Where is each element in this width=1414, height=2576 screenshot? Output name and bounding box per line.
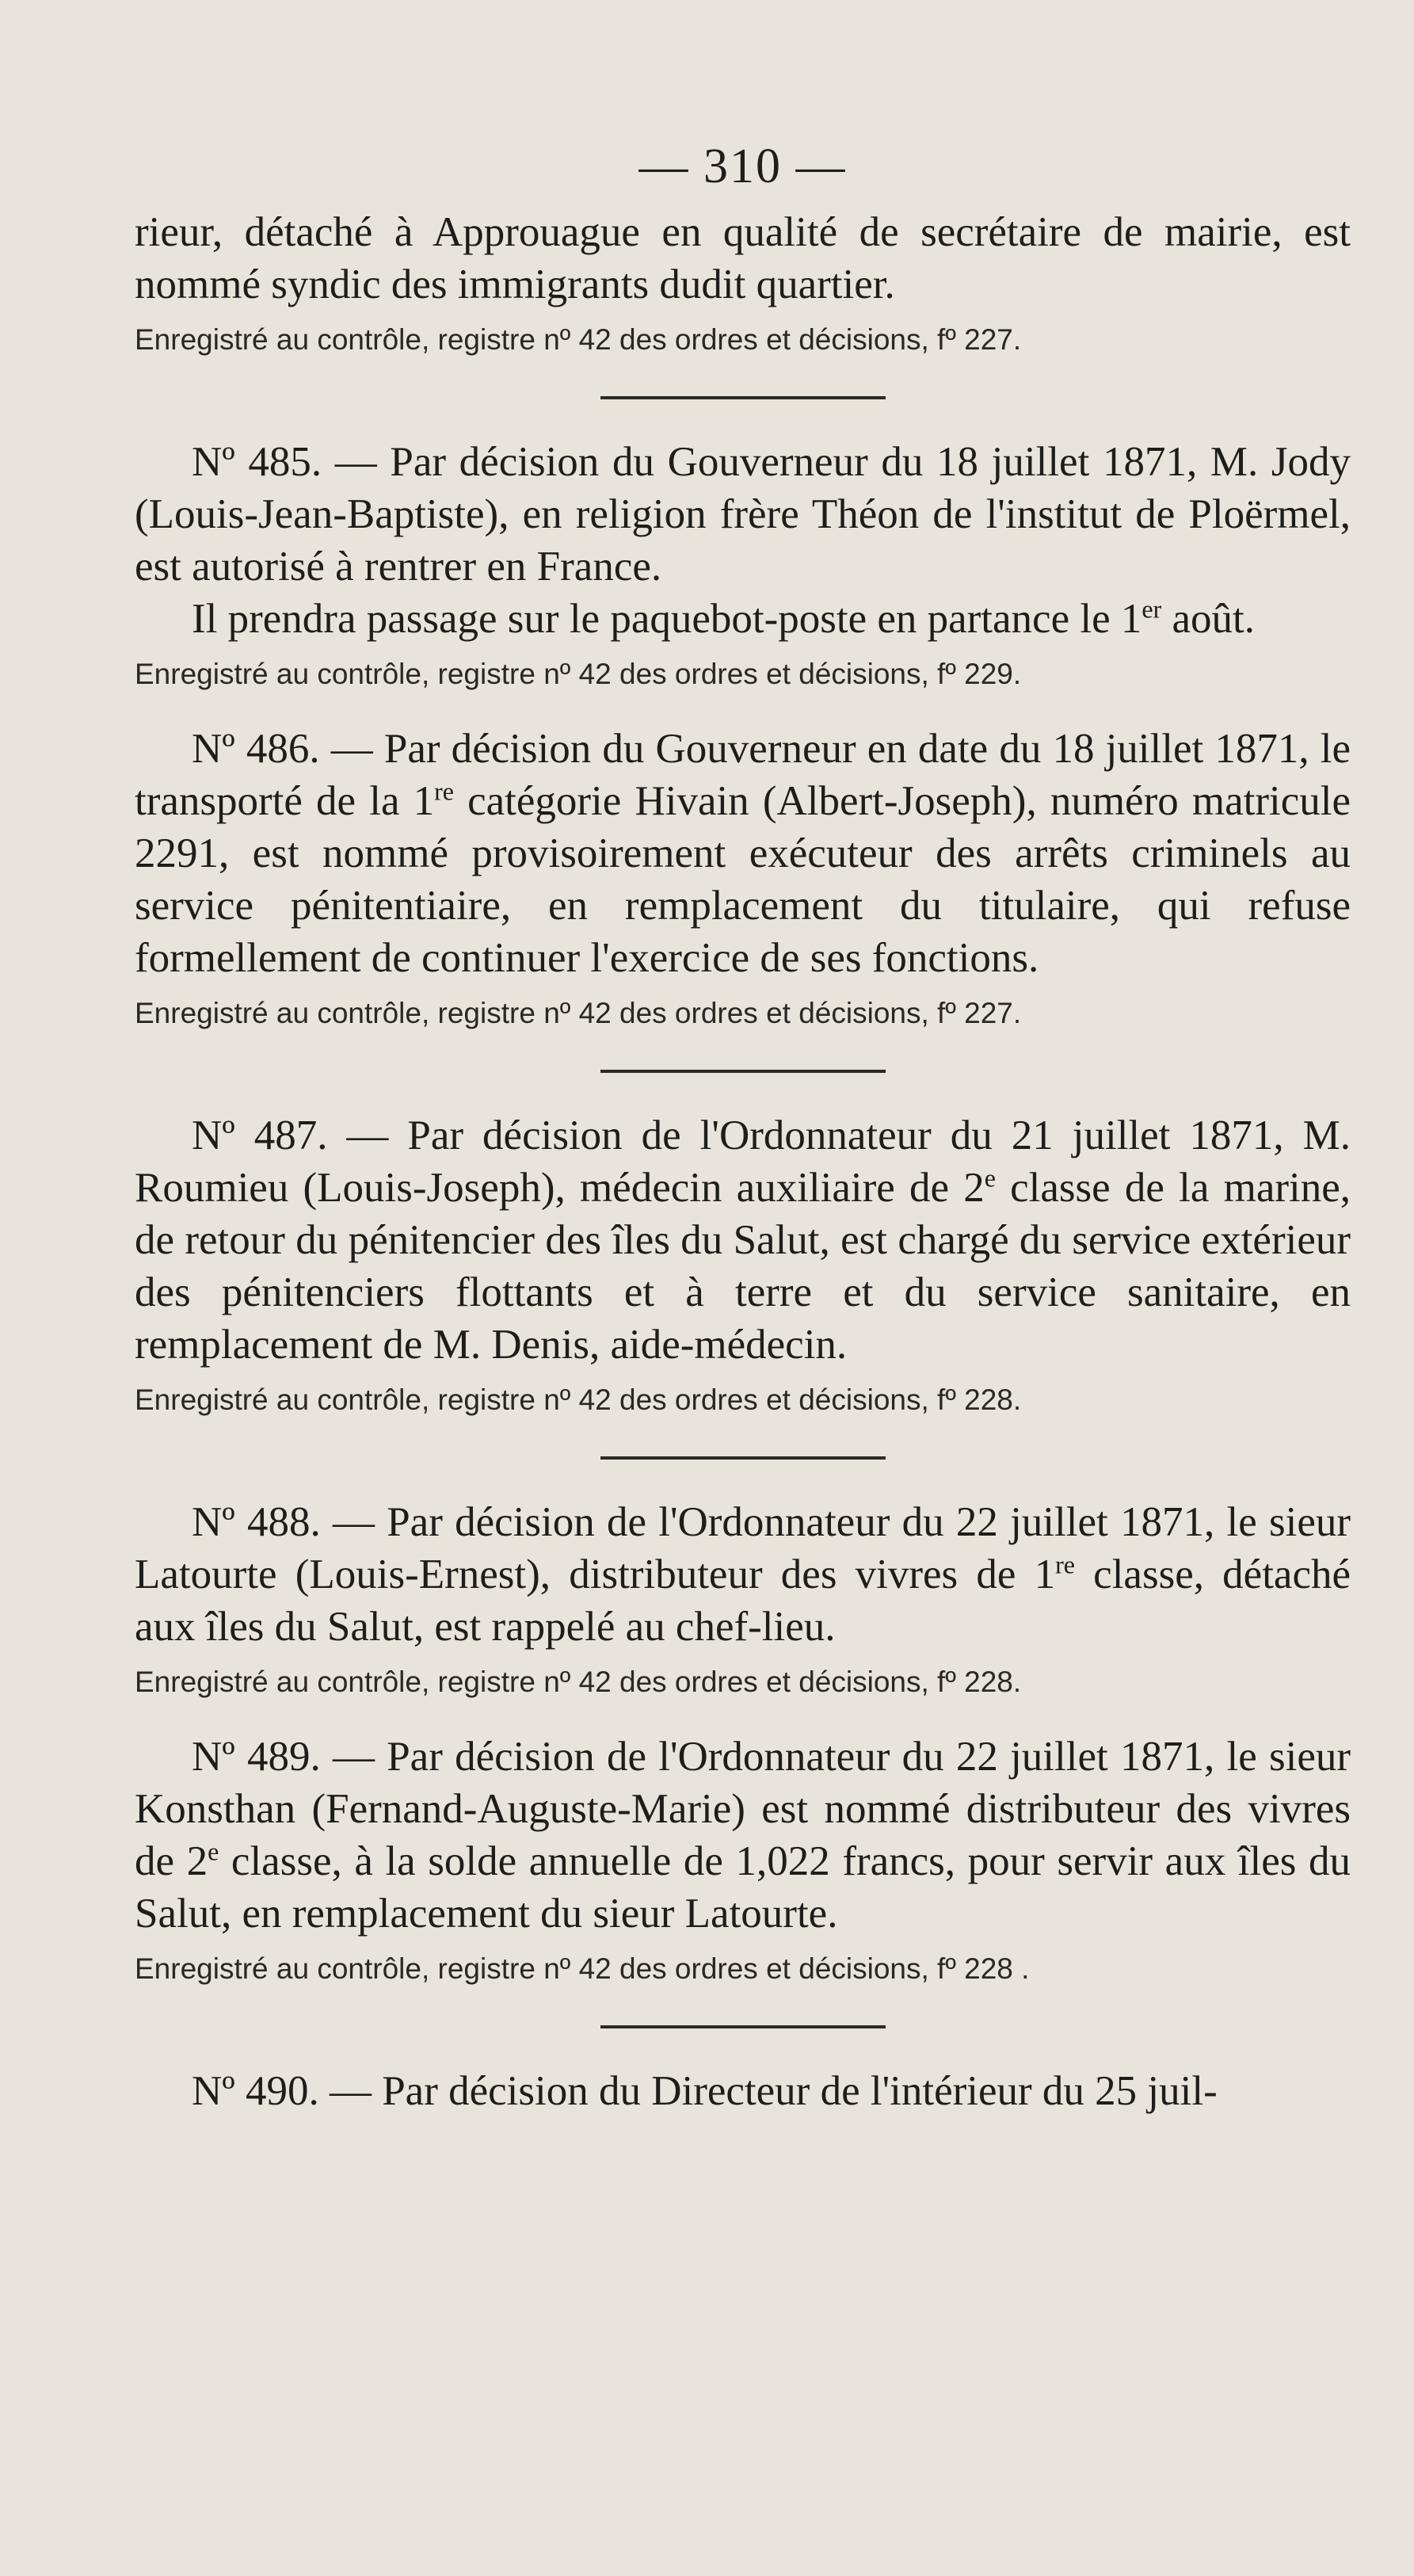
decision-text: Nº 485. — Par décision du Gouverneur du 18 juillet 1871, M. Jody (Louis-Jean-Baptiste), en religion frère Théon de l'institut de Ploërmel, est autorisé à rentrer en France.: [135, 439, 1351, 590]
registration-note: Enregistré au contrôle, registre nº 42 des ordres et décisions, fº 227.: [135, 323, 1022, 356]
decision-text: Nº 487. — Par décision de l'Ordonnateur du 21 juillet 1871, M. Roumieu (Louis-Joseph), médecin auxiliaire de 2e classe de la marine, de retour du pénitencier des îles du Salut, est chargé du service extérieur des pénitenciers flottants et à terre et du service sanitaire, en remplacement de M. Denis, aide-médecin.: [135, 1112, 1351, 1368]
decision-text: Nº 488. — Par décision de l'Ordonnateur du 22 juillet 1871, le sieur Latourte (Louis-Ernest), distributeur des vivres de 1re classe, détaché aux îles du Salut, est rappelé au chef-lieu.: [135, 1499, 1351, 1650]
section-divider: [600, 1456, 886, 1460]
decision-entry-485: [135, 436, 1351, 696]
decision-text: Nº 486. — Par décision du Gouverneur en date du 18 juillet 1871, le transporté de la 1re catégorie Hivain (Albert-Joseph), numéro matricule 2291, est nommé provisoirement exécuteur des arrêts criminels au service pénitentiaire, en remplacement du titulaire, qui refuse formellement de continuer l'exercice de ses fonctions.: [135, 726, 1351, 981]
section-divider: [600, 2025, 886, 2028]
decision-text: Nº 490. — Par décision du Directeur de l'intérieur du 25 juil-: [192, 2068, 1218, 2114]
registration-note: Enregistré au contrôle, registre nº 42 des ordres et décisions, fº 228.: [135, 1666, 1022, 1698]
decision-entry-487: [135, 1109, 1351, 1422]
section-divider: [600, 396, 886, 399]
section-divider: [600, 1070, 886, 1073]
registration-note: Enregistré au contrôle, registre nº 42 des ordres et décisions, fº 228 .: [135, 1952, 1030, 1985]
decision-text: Nº 489. — Par décision de l'Ordonnateur du 22 juillet 1871, le sieur Konsthan (Fernand-Auguste-Marie) est nommé distributeur des vivres de 2e classe, à la solde annuelle de 1,022 francs, pour servir aux îles du Salut, en remplacement du sieur Latourte.: [135, 1734, 1351, 1937]
decision-text-continued: Il prendra passage sur le paquebot-poste en partance le 1er août.: [192, 594, 1255, 642]
decision-entry-486: [135, 723, 1351, 1035]
decision-entry-488: [135, 1496, 1351, 1704]
page-number: — 310 —: [638, 139, 847, 193]
decision-entry-489: [135, 1731, 1351, 1990]
registration-note: Enregistré au contrôle, registre nº 42 des ordres et décisions, fº 227.: [135, 997, 1022, 1029]
continuation-paragraph: rieur, détaché à Approuague en qualité de secrétaire de mairie, est nommé syndic des immigrants dudit quartier.: [135, 209, 1351, 307]
decision-entry-490: [135, 2065, 1351, 2117]
registration-note: Enregistré au contrôle, registre nº 42 des ordres et décisions, fº 229.: [135, 658, 1022, 690]
registration-note: Enregistré au contrôle, registre nº 42 des ordres et décisions, fº 228.: [135, 1383, 1022, 1416]
